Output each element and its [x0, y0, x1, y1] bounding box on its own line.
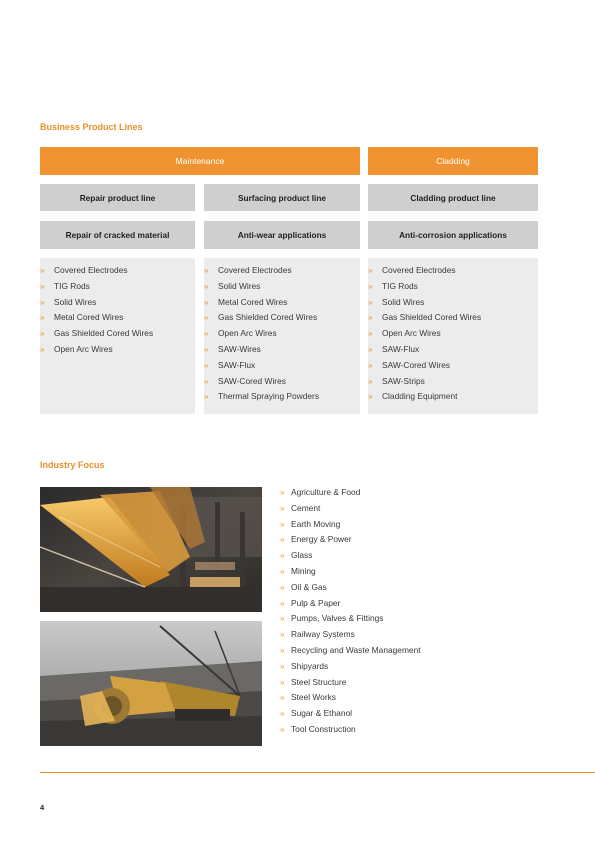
list-item: » Gas Shielded Cored Wires	[204, 310, 360, 326]
bullet-icon: »	[280, 724, 285, 734]
anti-corrosion-application-header: Anti-corrosion applications	[368, 221, 538, 249]
list-item: » Recycling and Waste Management	[280, 643, 570, 659]
bullet-icon: »	[280, 503, 285, 513]
bullet-icon: »	[280, 519, 285, 529]
bullet-icon: »	[280, 709, 285, 719]
list-item: » Earth Moving	[280, 517, 570, 533]
bullet-icon: »	[280, 566, 285, 576]
repair-product-list-box	[40, 258, 195, 414]
bullet-icon: »	[280, 535, 285, 545]
cladding-product-list-box	[368, 258, 538, 414]
repair-product-line-header: Repair product line	[40, 184, 195, 211]
list-item: » Gas Shielded Cored Wires	[40, 326, 195, 342]
bullet-icon: »	[368, 297, 373, 307]
list-item: » Agriculture & Food	[280, 485, 570, 501]
bullet-icon: »	[40, 281, 45, 291]
list-item: » Solid Wires	[368, 295, 538, 311]
list-item: » TIG Rods	[40, 279, 195, 295]
mining-excavator-photo	[40, 621, 262, 746]
list-item: » Solid Wires	[40, 295, 195, 311]
list-item: » SAW-Wires	[204, 342, 360, 358]
industry-section-title: Industry Focus	[40, 460, 105, 470]
bullet-icon: »	[280, 614, 285, 624]
list-item: » Energy & Power	[280, 532, 570, 548]
bullet-icon: »	[368, 344, 373, 354]
bullet-icon: »	[40, 266, 45, 275]
footer-divider	[40, 772, 595, 773]
bullet-icon: »	[280, 582, 285, 592]
bullet-icon: »	[40, 329, 45, 339]
bullet-icon: »	[368, 360, 373, 370]
list-item: » Shipyards	[280, 659, 570, 675]
bullet-icon: »	[280, 645, 285, 655]
list-item: » Covered Electrodes	[204, 263, 360, 279]
bullet-icon: »	[280, 630, 285, 640]
list-item: » Steel Works	[280, 690, 570, 706]
bullet-icon: »	[280, 598, 285, 608]
bullet-icon: »	[280, 661, 285, 671]
list-item: » Thermal Spraying Powders	[204, 389, 360, 405]
bullet-icon: »	[40, 297, 45, 307]
list-item: » Cement	[280, 501, 570, 517]
repair-application-header: Repair of cracked material	[40, 221, 195, 249]
list-item: » Pumps, Valves & Fittings	[280, 611, 570, 627]
bullet-icon: »	[280, 693, 285, 703]
list-item: » Pulp & Paper	[280, 596, 570, 612]
list-item: » Sugar & Ethanol	[280, 706, 570, 722]
cladding-product-list	[368, 258, 538, 405]
list-item: » Metal Cored Wires	[204, 295, 360, 311]
bullet-icon: »	[280, 677, 285, 687]
bullet-icon: »	[204, 344, 209, 354]
bullet-icon: »	[204, 376, 209, 386]
list-item: » Open Arc Wires	[40, 342, 195, 358]
surfacing-product-list-box	[204, 258, 360, 414]
list-item: » Steel Structure	[280, 675, 570, 691]
bullet-icon: »	[204, 313, 209, 323]
page-number: 4	[40, 803, 45, 812]
repair-product-list	[40, 258, 195, 358]
list-item: » Metal Cored Wires	[40, 310, 195, 326]
bullet-icon: »	[280, 551, 285, 561]
list-item: » Mining	[280, 564, 570, 580]
bullet-icon: »	[368, 281, 373, 291]
bullet-icon: »	[204, 360, 209, 370]
bullet-icon: »	[204, 329, 209, 339]
list-item: » SAW-Flux	[368, 342, 538, 358]
list-item: » Gas Shielded Cored Wires	[368, 310, 538, 326]
bullet-icon: »	[204, 392, 209, 402]
steel-mill-photo	[40, 487, 262, 612]
bullet-icon: »	[40, 344, 45, 354]
list-item: » SAW-Cored Wires	[368, 358, 538, 374]
bullet-icon: »	[40, 313, 45, 323]
cladding-header: Cladding	[368, 147, 538, 175]
list-item: » TIG Rods	[368, 279, 538, 295]
list-item: » SAW-Flux	[204, 358, 360, 374]
business-section-title: Business Product Lines	[40, 122, 143, 132]
list-item: » SAW-Strips	[368, 374, 538, 390]
maintenance-header: Maintenance	[40, 147, 360, 175]
cladding-product-line-header: Cladding product line	[368, 184, 538, 211]
list-item: » Open Arc Wires	[204, 326, 360, 342]
bullet-icon: »	[204, 266, 209, 275]
list-item: » Tool Construction	[280, 722, 570, 738]
bullet-icon: »	[280, 488, 285, 497]
bullet-icon: »	[368, 313, 373, 323]
bullet-icon: »	[204, 297, 209, 307]
list-item: » Railway Systems	[280, 627, 570, 643]
list-item: » Oil & Gas	[280, 580, 570, 596]
bullet-icon: »	[368, 266, 373, 275]
anti-wear-application-header: Anti-wear applications	[204, 221, 360, 249]
bullet-icon: »	[204, 281, 209, 291]
bullet-icon: »	[368, 376, 373, 386]
list-item: » Covered Electrodes	[40, 263, 195, 279]
bullet-icon: »	[368, 392, 373, 402]
list-item: » Solid Wires	[204, 279, 360, 295]
surfacing-product-line-header: Surfacing product line	[204, 184, 360, 211]
list-item: » Covered Electrodes	[368, 263, 538, 279]
bullet-icon: »	[368, 329, 373, 339]
list-item: » Cladding Equipment	[368, 389, 538, 405]
list-item: » Glass	[280, 548, 570, 564]
list-item: » Open Arc Wires	[368, 326, 538, 342]
industry-list	[280, 485, 570, 738]
list-item: » SAW-Cored Wires	[204, 374, 360, 390]
surfacing-product-list	[204, 258, 360, 405]
